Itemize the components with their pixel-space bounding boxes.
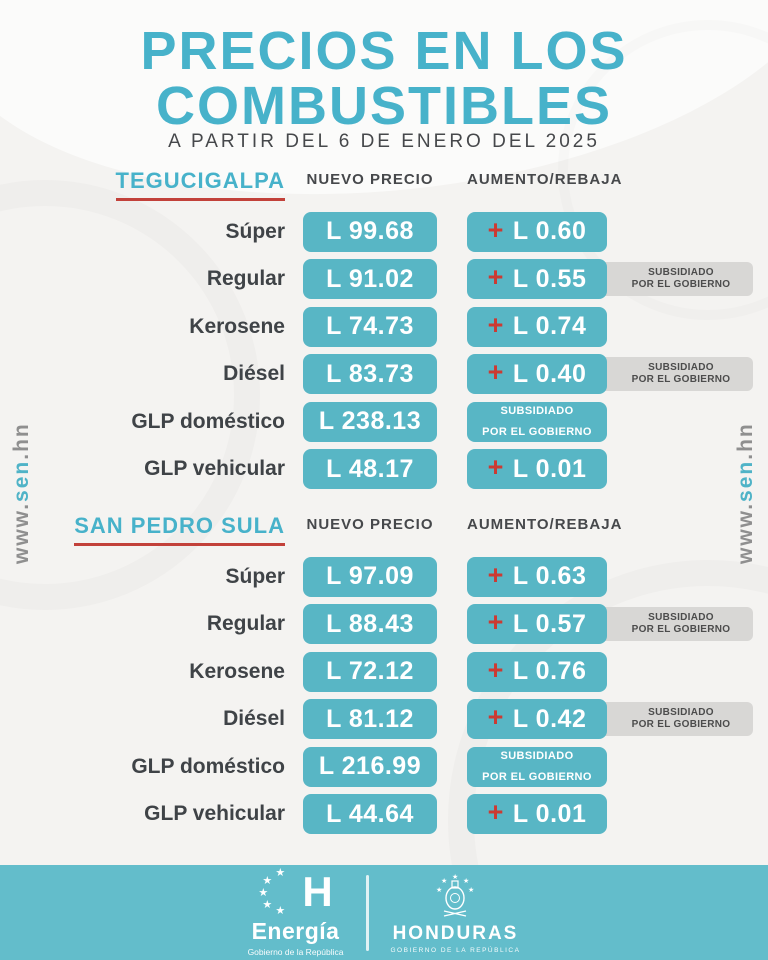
section-san-pedro-sula: [30, 513, 768, 838]
fuel-row: [30, 256, 768, 304]
honduras-brand: HONDURAS: [392, 923, 519, 944]
honduras-logo: [391, 871, 521, 954]
change-chip: [467, 652, 607, 692]
plus-icon: +: [487, 654, 504, 685]
section-header-row: [30, 513, 768, 553]
energia-brand: Energía: [251, 918, 340, 944]
subsidized-badge: SUBSIDIADO POR EL GOBIERNO: [595, 262, 753, 296]
fuel-name: Regular: [206, 267, 285, 291]
change-value: L 0.63: [512, 562, 587, 591]
plus-icon: +: [487, 559, 504, 590]
price-chip: [303, 402, 437, 442]
fuel-name: Súper: [225, 564, 285, 588]
fuel-row: [30, 696, 768, 744]
government-footer-band: [0, 865, 768, 960]
price-value: L 99.68: [326, 217, 414, 246]
column-header-change: AUMENTO/REBAJA: [467, 516, 623, 533]
svg-text:★: ★: [463, 878, 470, 885]
price-value: L 44.64: [326, 799, 414, 828]
fuel-row: [30, 351, 768, 399]
change-value: L 0.01: [512, 454, 587, 483]
fuel-row: [30, 791, 768, 839]
price-value: L 81.12: [326, 704, 414, 733]
website-prefix: www.: [734, 501, 757, 564]
city-header: TEGUCIGALPA: [116, 168, 285, 201]
price-value: L 216.99: [318, 752, 422, 781]
price-value: L 74.73: [326, 312, 414, 341]
website-prefix: www.: [10, 501, 33, 564]
fuel-row: [30, 743, 768, 791]
fuel-row: [30, 446, 768, 494]
footer-divider: [366, 875, 369, 951]
change-value: L 0.74: [512, 312, 587, 341]
svg-text:★: ★: [436, 887, 443, 894]
change-chip: [467, 259, 607, 299]
plus-icon: +: [487, 797, 504, 828]
change-chip: [467, 354, 607, 394]
price-value: L 72.12: [326, 657, 414, 686]
subsidized-badge: SUBSIDIADO POR EL GOBIERNO: [595, 607, 753, 641]
h-letter-logo: H: [302, 868, 333, 915]
fuel-name: GLP doméstico: [131, 754, 285, 778]
fuel-row: [30, 398, 768, 446]
website-suffix: .hn: [10, 422, 33, 460]
change-chip: [467, 557, 607, 597]
price-chip: [303, 449, 437, 489]
title-line-1: PRECIOS EN LOS: [140, 21, 628, 81]
fuel-name: GLP doméstico: [131, 409, 285, 433]
subsidized-chip: SUBSIDIADO POR EL GOBIERNO: [467, 747, 607, 787]
fuel-name: Regular: [206, 612, 285, 636]
column-header-new-price: NUEVO PRECIO: [306, 171, 434, 188]
price-value: L 238.13: [318, 407, 422, 436]
change-chip: [467, 794, 607, 834]
subsidized-badge: SUBSIDIADO POR EL GOBIERNO: [595, 702, 753, 736]
fuel-name: GLP vehicular: [144, 457, 285, 481]
price-chip: [303, 557, 437, 597]
page-title: [0, 21, 768, 137]
change-chip: [467, 604, 607, 644]
fuel-name: Kerosene: [189, 314, 285, 338]
plus-icon: +: [487, 357, 504, 388]
column-header-change: AUMENTO/REBAJA: [467, 171, 623, 188]
change-chip: [467, 307, 607, 347]
plus-icon: +: [487, 309, 504, 340]
change-value: L 0.76: [512, 657, 587, 686]
change-chip: [467, 449, 607, 489]
change-chip: [467, 699, 607, 739]
change-value: L 0.01: [512, 799, 587, 828]
svg-text:★: ★: [452, 874, 459, 881]
fuel-row: [30, 648, 768, 696]
price-chip: [303, 354, 437, 394]
column-header-new-price: NUEVO PRECIO: [306, 516, 434, 533]
fuel-name: Kerosene: [189, 659, 285, 683]
plus-icon: +: [487, 262, 504, 293]
city-header: SAN PEDRO SULA: [74, 513, 285, 546]
energia-logo: [248, 868, 344, 957]
change-value: L 0.40: [512, 359, 587, 388]
svg-text:★: ★: [468, 887, 475, 894]
price-chip: [303, 699, 437, 739]
honduras-tagline: GOBIERNO DE LA REPÚBLICA: [390, 947, 521, 954]
price-chip: [303, 652, 437, 692]
fuel-row: [30, 208, 768, 256]
website-domain: sen: [10, 459, 33, 502]
price-value: L 97.09: [326, 562, 414, 591]
change-value: L 0.57: [512, 609, 587, 638]
plus-icon: +: [487, 452, 504, 483]
change-value: L 0.55: [512, 264, 587, 293]
title-line-2: COMBUSTIBLES: [156, 76, 612, 137]
subsidized-badge: SUBSIDIADO POR EL GOBIERNO: [595, 357, 753, 391]
energia-tagline: Gobierno de la República: [247, 947, 344, 957]
fuel-row: [30, 303, 768, 351]
svg-text:★: ★: [441, 878, 448, 885]
website-domain: sen: [734, 459, 757, 502]
price-chip: [303, 604, 437, 644]
plus-icon: +: [487, 702, 504, 733]
price-chip: [303, 794, 437, 834]
change-value: L 0.42: [512, 704, 587, 733]
fuel-row: [30, 601, 768, 649]
price-value: L 88.43: [326, 609, 414, 638]
fuel-name: Súper: [225, 219, 285, 243]
price-chip: [303, 212, 437, 252]
price-chip: [303, 307, 437, 347]
price-chip: [303, 747, 437, 787]
fuel-row: [30, 553, 768, 601]
change-value: L 0.60: [512, 217, 587, 246]
plus-icon: +: [487, 214, 504, 245]
effective-date-subtitle: A PARTIR DEL 6 DE ENERO DEL 2025: [168, 131, 600, 152]
fuel-name: Diésel: [223, 362, 285, 386]
price-value: L 48.17: [326, 454, 414, 483]
fuel-name: Diésel: [223, 707, 285, 731]
section-tegucigalpa: [30, 168, 768, 493]
section-header-row: [30, 168, 768, 208]
plus-icon: +: [487, 607, 504, 638]
stars-icon: ★ ★ ★ ★ ★: [258, 867, 286, 917]
price-chip: [303, 259, 437, 299]
honduras-emblem-icon: [433, 871, 477, 921]
fuel-name: GLP vehicular: [144, 802, 285, 826]
website-suffix: .hn: [734, 422, 757, 460]
change-chip: [467, 212, 607, 252]
subsidized-chip: SUBSIDIADO POR EL GOBIERNO: [467, 402, 607, 442]
price-value: L 91.02: [326, 264, 414, 293]
price-value: L 83.73: [326, 359, 414, 388]
